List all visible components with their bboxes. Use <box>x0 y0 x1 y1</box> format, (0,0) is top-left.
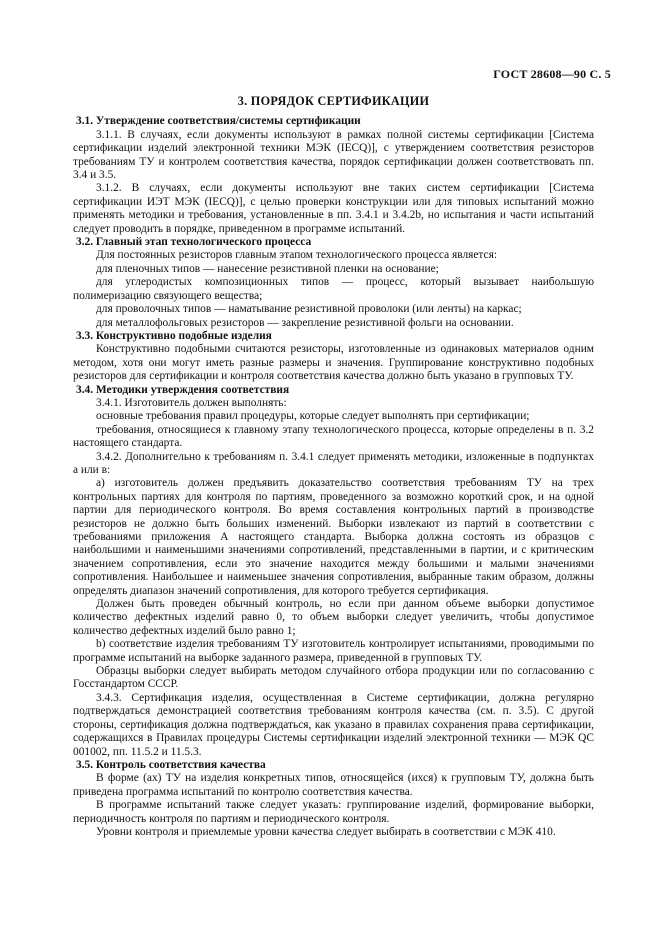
paragraph: В форме (ах) ТУ на изделия конкретных типов, относящейся (ихся) к групповым ТУ, должна быть приведена программа испытаний по контролю соответствия качества. <box>73 772 594 798</box>
page-header: ГОСТ 28608—90 С. 5 <box>493 67 611 81</box>
paragraph: Образцы выборки следует выбирать методом случайного отбора продукции или по согласованию с Госстандартом СССР. <box>73 665 594 691</box>
paragraph: основные требования правил процедуры, которые следует выполнять при сертификации; <box>96 410 530 423</box>
paragraph: 3.4.2. Дополнительно к требованиям п. 3.4.1 следует применять методики, изложенные в подпунктах а или в: <box>73 450 594 476</box>
paragraph: для пленочных типов — нанесение резистивной пленки на основание; <box>96 262 439 275</box>
subsection-heading: 3.2. Главный этап технологического процесса <box>76 236 312 249</box>
paragraph: а) изготовитель должен предъявить доказательство соответствия требованиям ТУ на трех контрольных партиях для контроля по партиям, проведенного за возможно короткий срок, и на одной партии для периодического контроля. Во время составления контрольных партий в производстве резисторов не должно быть больших изменений. Выборки извлекают из партий в соответствии с требованиями приложения А настоящего стандарта. Выборка должна состоять из образцов с наибольшими и наименьшими значениями сопротивлений, представленными в партии, и с критическим значением сопротивления, если это значение находится между большими и малыми значениями сопротивления. Наибольшее и наименьшее значения сопротивления, выбранные таким образом, должны определять диапазон значений сопротивления, для которого требуется сертификация. <box>73 477 594 597</box>
subsection-heading: 3.5. Контроль соответствия качества <box>76 758 266 771</box>
page-content <box>73 95 594 839</box>
paragraph: для проволочных типов — наматывание резистивной проволоки (или ленты) на каркас; <box>96 303 522 316</box>
paragraph: 3.4.3. Сертификация изделия, осуществленная в Системе сертификации, должна регулярно подтверждаться демонстрацией соответствия требованиям контроля качества (см. п. 3.5). С другой стороны, сертификация должна подтверждаться, как указано в правилах сохранения права сертификации, содержащихся в Правилах процедуры Системы сертификации изделий электронной техники — МЭК QC 001002, пп. 11.5.2 и 11.5.3. <box>73 691 594 758</box>
subsection-heading: 3.4. Методики утверждения соответствия <box>76 383 290 396</box>
paragraph: Уровни контроля и приемлемые уровни качества следует выбирать в соответствии с МЭК 410. <box>96 825 556 838</box>
paragraph: b) соответствие изделия требованиям ТУ изготовитель контролирует испытаниями, проводимыми по программе испытаний на выборке заданного размера, приведенной в групповых ТУ. <box>73 638 594 664</box>
paragraph: Должен быть проведен обычный контроль, но если при данном объеме выборки допустимое количество дефектных изделий равно 0, то объем выборки следует увеличить, чтобы допустимое количество дефектных изделий было равно 1; <box>73 598 594 637</box>
paragraph: 3.4.1. Изготовитель должен выполнять: <box>96 396 287 409</box>
paragraph: Для постоянных резисторов главным этапом технологического процесса является: <box>96 249 498 262</box>
paragraph: для металлофольговых резисторов — закрепление резистивной фольги на основании. <box>96 316 514 329</box>
paragraph: требования, относящиеся к главному этапу технологического процесса, которые определены в п. 3.2 настоящего стандарта. <box>73 423 594 450</box>
paragraph: для углеродистых композиционных типов — процесс, который вызывает наибольшую полимеризацию связующего вещества; <box>73 276 594 302</box>
paragraph: 3.1.1. В случаях, если документы используют в рамках полной системы сертификации [Система сертификации изделий электронной техники МЭК (IECQ)], с утверждением соответствия резисторов требованиям ТУ и контролем соответствия качества, порядок сертификации должен соответствовать пп. 3.4 и 3.5. <box>73 128 594 182</box>
paragraph: 3.1.2. В случаях, если документы используют вне таких систем сертификации [Система сертификации ИЭТ МЭК (IECQ)], с целью проверки конструкции или для типовых испытаний можно применять методики и требования, установленные в пп. 3.4.1 и 3.4.2b, но испытания и части испытаний следует проводить в порядке, приведенном в программе испытаний. <box>73 182 594 235</box>
paragraph: В программе испытаний также следует указать: группирование изделий, формирование выборки, периодичность контроля по партиям и периодического контроля. <box>73 799 594 825</box>
paragraph: Конструктивно подобными считаются резисторы, изготовленные из одинаковых материалов одним методом, хотя они могут иметь разные размеры и значения. Группирование конструктивно подобных резисторов для сертификации и контроля соответствия качества должно быть указано в групповых ТУ. <box>73 343 594 383</box>
section-title: 3. ПОРЯДОК СЕРТИФИКАЦИИ <box>237 94 430 108</box>
subsection-heading: 3.3. Конструктивно подобные изделия <box>76 329 272 342</box>
subsection-heading: 3.1. Утверждение соответствия/системы сертификации <box>76 115 361 128</box>
